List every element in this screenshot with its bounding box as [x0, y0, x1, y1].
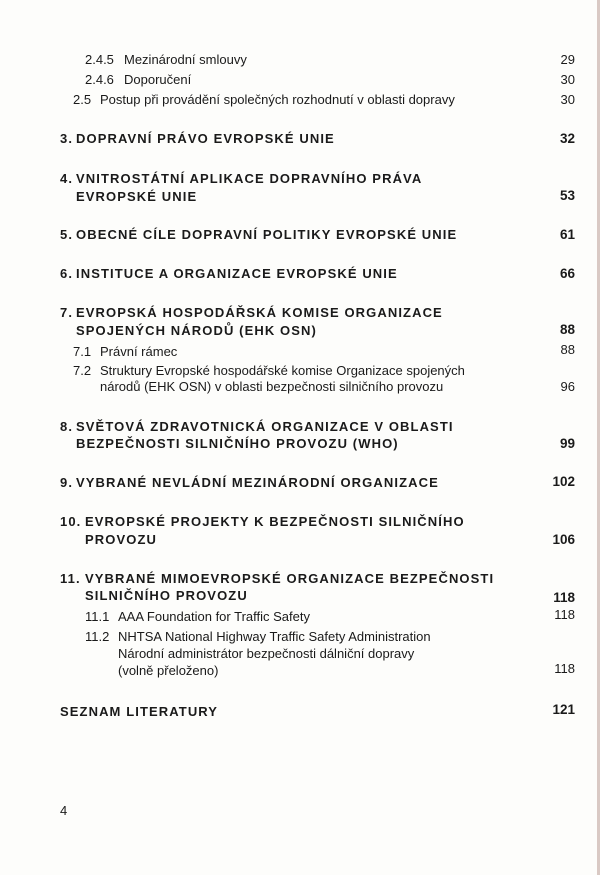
toc-number: 11.	[60, 571, 81, 586]
toc-title: EVROPSKÁ HOSPODÁŘSKÁ KOMISE ORGANIZACE	[76, 305, 443, 320]
toc-title: OBECNÉ CÍLE DOPRAVNÍ POLITIKY EVROPSKÉ UNIE	[76, 227, 458, 242]
toc-title-line-3: (volně přeloženo)	[118, 663, 219, 678]
toc-title: SEZNAM LITERATURY	[60, 704, 219, 719]
toc-page: 30	[560, 72, 575, 87]
toc-number: 7.1	[73, 344, 92, 359]
toc-title: VYBRANÉ NEVLÁDNÍ MEZINÁRODNÍ ORGANIZACE	[76, 475, 439, 490]
toc-title-line-2: Národní administrátor bezpečnosti dálniční dopravy	[118, 646, 415, 661]
toc-title-line-2: BEZPEČNOSTI SILNIČNÍHO PROVOZU (WHO)	[76, 436, 399, 451]
toc-title: DOPRAVNÍ PRÁVO EVROPSKÉ UNIE	[76, 131, 335, 146]
toc-number: 4.	[60, 171, 74, 186]
toc-number: 10.	[60, 514, 82, 529]
toc-number: 3.	[60, 131, 74, 146]
toc-number: 8.	[60, 419, 74, 434]
toc-page: 118	[554, 661, 575, 676]
toc-title: Struktury Evropské hospodářské komise Organizace spojených	[100, 363, 465, 378]
toc-page: 102	[552, 474, 575, 489]
toc-page: 53	[559, 188, 575, 203]
toc-number: 9.	[60, 475, 74, 490]
toc-page: 118	[553, 590, 575, 605]
toc-title-line-2: SILNIČNÍHO PROVOZU	[85, 588, 248, 603]
toc-page: 99	[559, 436, 575, 451]
toc-page: 29	[560, 52, 575, 67]
toc-title: Právní rámec	[100, 344, 178, 359]
toc-number: 11.2	[85, 629, 110, 644]
toc-page: 66	[559, 266, 575, 281]
toc-page: 121	[552, 702, 575, 717]
toc-page: 118	[554, 607, 575, 622]
toc-number: 5.	[60, 227, 74, 242]
page-number: 4	[60, 803, 68, 818]
toc-page: 106	[552, 532, 575, 547]
toc-page: 88	[560, 342, 575, 357]
toc-title-line-2: EVROPSKÉ UNIE	[76, 189, 198, 204]
toc-title-line-2: SPOJENÝCH NÁRODŮ (EHK OSN)	[76, 323, 317, 338]
toc-number: 2.4.5	[85, 52, 114, 67]
toc-page: 32	[559, 131, 575, 146]
toc-title: Mezinárodní smlouvy	[124, 52, 247, 67]
toc-number: 6.	[60, 266, 74, 281]
toc-title: Doporučení	[124, 72, 192, 87]
toc-page: 61	[559, 227, 575, 242]
toc-page: 30	[560, 92, 575, 107]
toc-number: 7.	[60, 305, 74, 320]
toc-title: EVROPSKÉ PROJEKTY K BEZPEČNOSTI SILNIČNÍHO	[85, 514, 465, 529]
toc-title: Postup při provádění společných rozhodnutí v oblasti dopravy	[100, 92, 455, 107]
toc-title: NHTSA National Highway Traffic Safety Administration	[118, 629, 431, 644]
toc-title: SVĚTOVÁ ZDRAVOTNICKÁ ORGANIZACE V OBLASTI	[76, 419, 454, 434]
toc-title: VNITROSTÁTNÍ APLIKACE DOPRAVNÍHO PRÁVA	[76, 171, 423, 186]
toc-title: INSTITUCE A ORGANIZACE EVROPSKÉ UNIE	[76, 266, 398, 281]
toc-title: VYBRANÉ MIMOEVROPSKÉ ORGANIZACE BEZPEČNOSTI	[85, 571, 495, 586]
toc-page: 96	[560, 379, 575, 394]
toc-number: 7.2	[73, 363, 92, 378]
toc-page: 88	[559, 322, 575, 337]
toc-number: 2.4.6	[85, 72, 114, 87]
toc-title-line-2: PROVOZU	[85, 532, 157, 547]
toc-title-line-2: národů (EHK OSN) v oblasti bezpečnosti silničního provozu	[100, 379, 444, 394]
toc-number: 11.1	[85, 609, 110, 624]
toc-number: 2.5	[73, 92, 92, 107]
toc-title: AAA Foundation for Traffic Safety	[118, 609, 310, 624]
